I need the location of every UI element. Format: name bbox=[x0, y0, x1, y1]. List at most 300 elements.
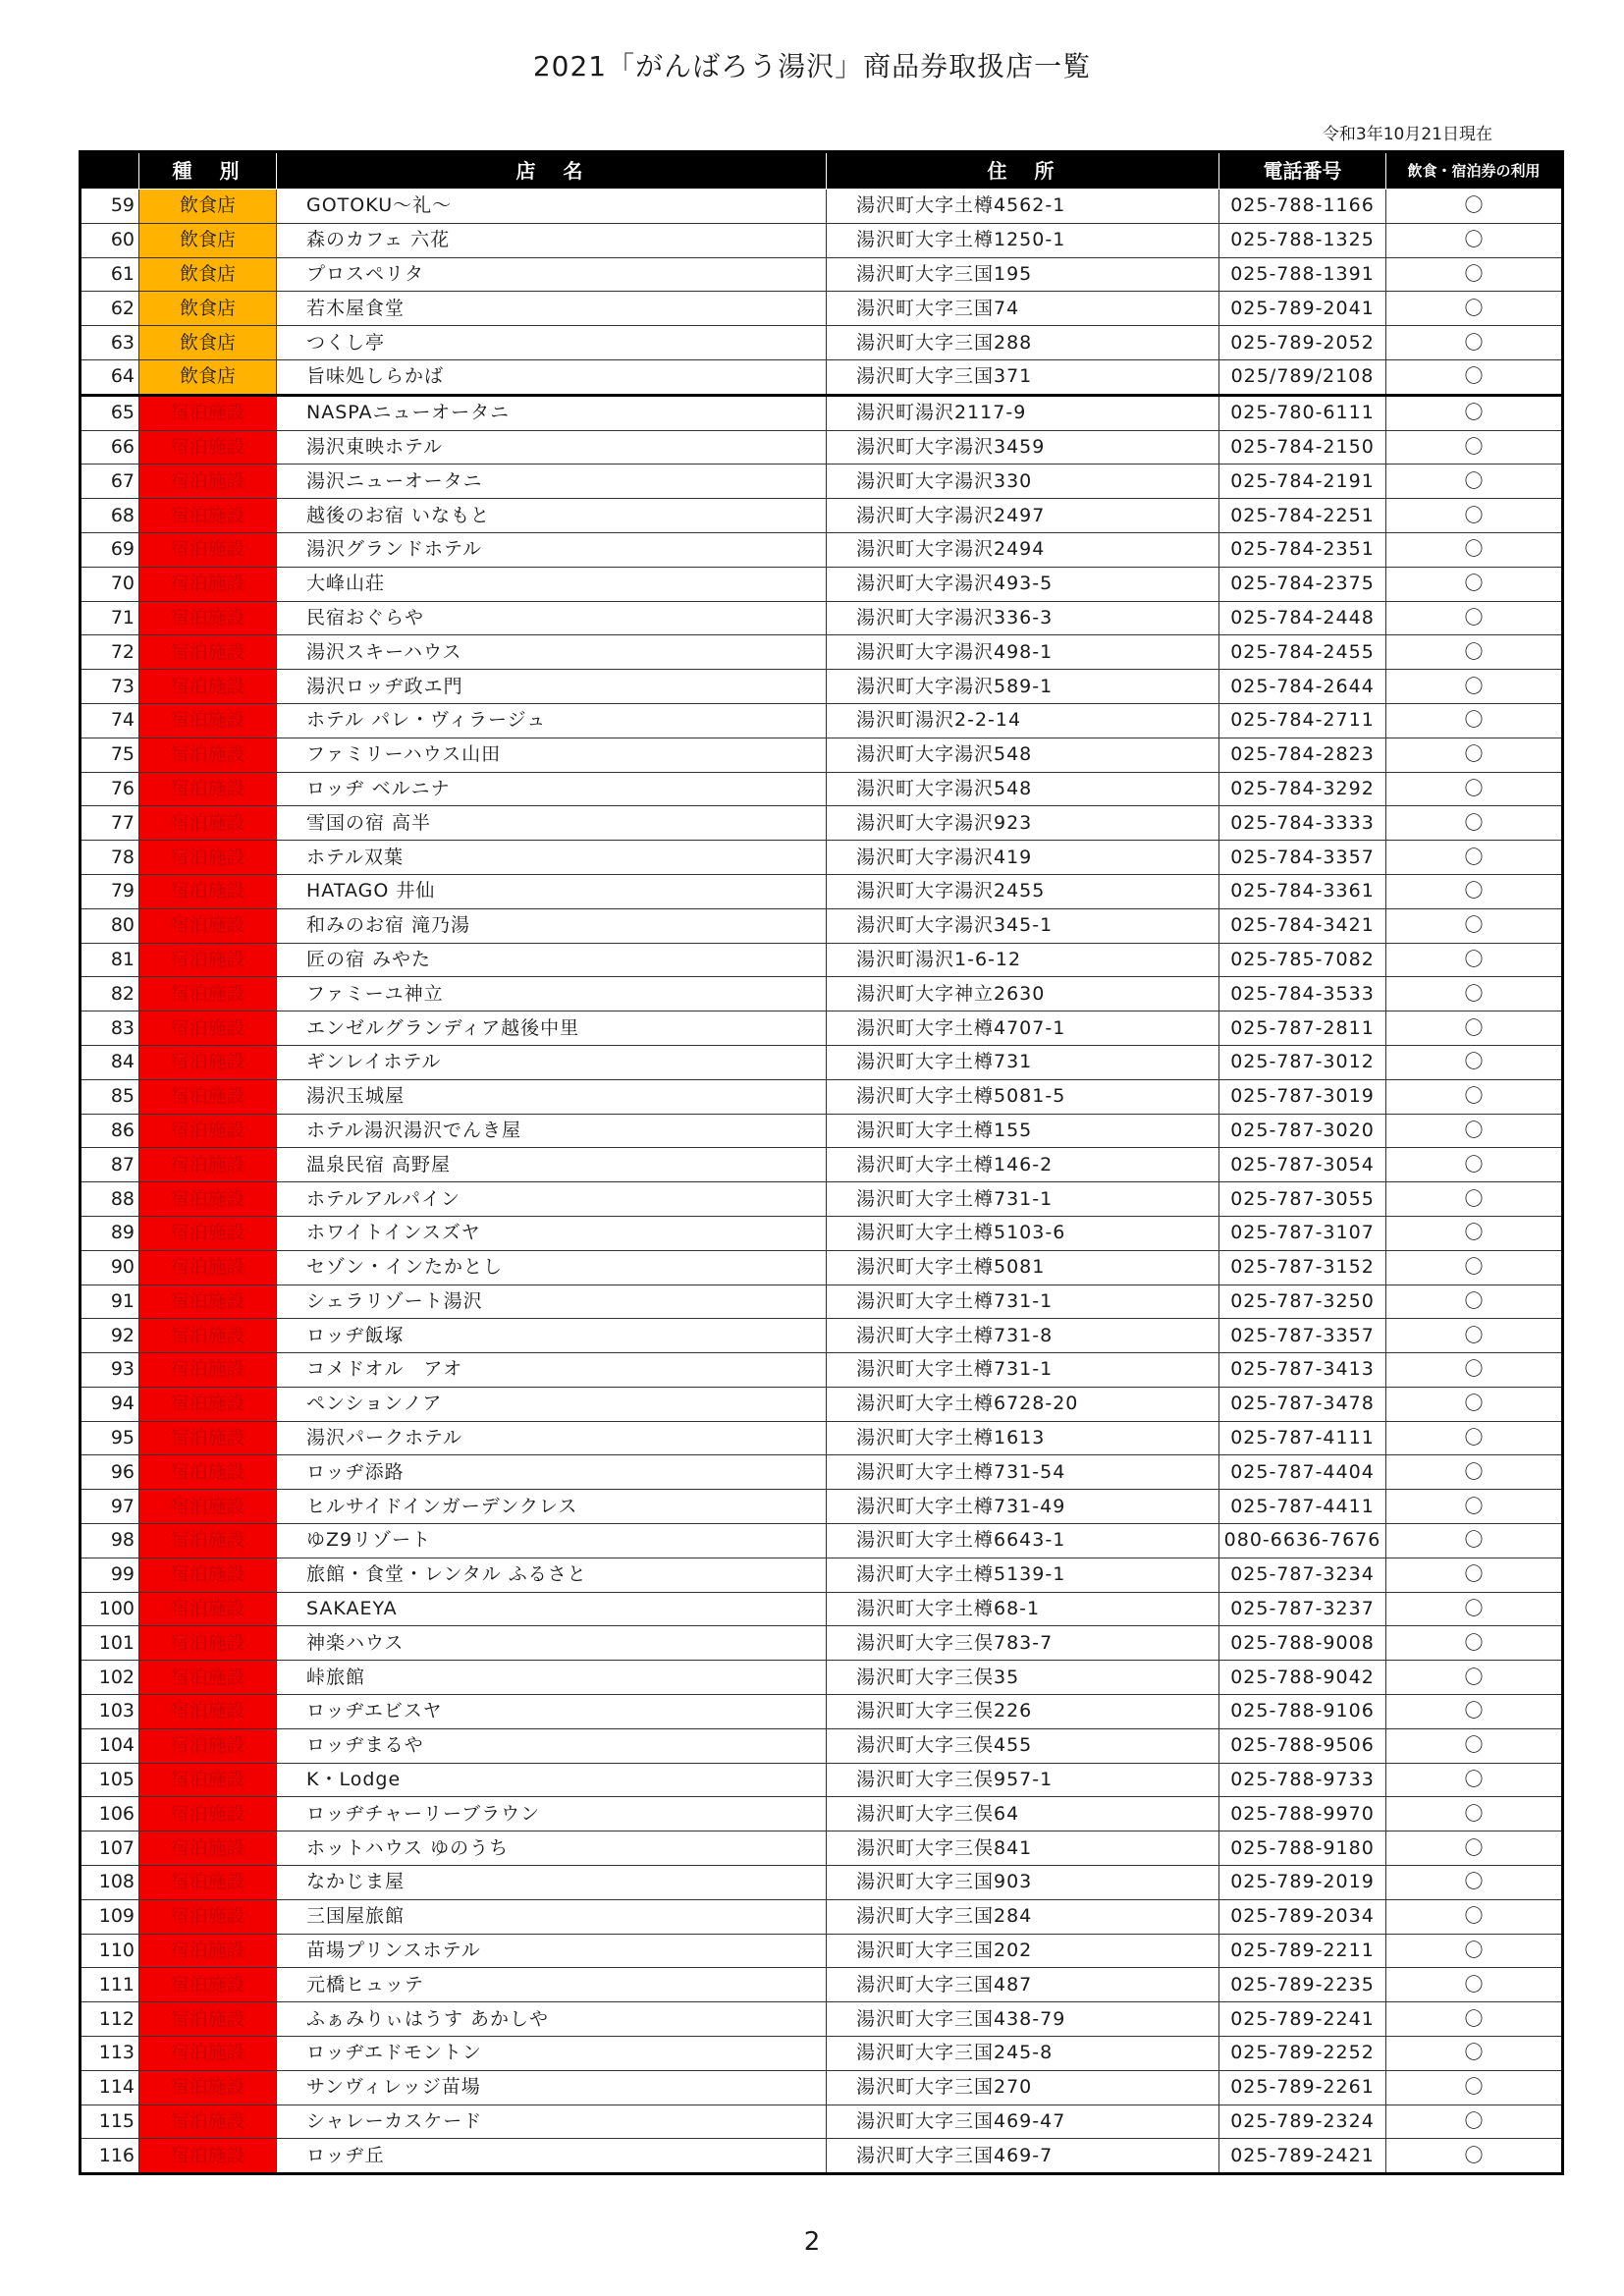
row-usage-mark: 〇 bbox=[1386, 1695, 1563, 1729]
row-number: 74 bbox=[81, 703, 139, 738]
row-store-name: シャレーカスケード bbox=[277, 2105, 827, 2139]
row-usage-mark: 〇 bbox=[1386, 465, 1563, 499]
row-phone: 025-789-2421 bbox=[1219, 2139, 1386, 2174]
row-address: 湯沢町湯沢2-2-14 bbox=[827, 703, 1219, 738]
row-phone: 025-789-2052 bbox=[1219, 326, 1386, 360]
row-category: 宿泊施設 bbox=[139, 1524, 277, 1558]
row-usage-mark: 〇 bbox=[1386, 567, 1563, 601]
row-number: 97 bbox=[81, 1490, 139, 1524]
row-phone: 025-787-3478 bbox=[1219, 1387, 1386, 1421]
row-address: 湯沢町大字湯沢2494 bbox=[827, 532, 1219, 567]
row-category: 宿泊施設 bbox=[139, 1455, 277, 1490]
row-phone: 025-787-3234 bbox=[1219, 1558, 1386, 1592]
row-usage-mark: 〇 bbox=[1386, 635, 1563, 670]
header-no bbox=[81, 152, 139, 190]
row-usage-mark: 〇 bbox=[1386, 499, 1563, 533]
row-phone: 025-784-3292 bbox=[1219, 772, 1386, 806]
table-row bbox=[81, 1728, 1563, 1763]
row-usage-mark: 〇 bbox=[1386, 1797, 1563, 1831]
row-category: 宿泊施設 bbox=[139, 430, 277, 465]
row-number: 109 bbox=[81, 1899, 139, 1934]
row-store-name: エンゼルグランディア越後中里 bbox=[277, 1011, 827, 1046]
row-address: 湯沢町大字土樽1613 bbox=[827, 1421, 1219, 1455]
table-row bbox=[81, 1114, 1563, 1148]
row-usage-mark: 〇 bbox=[1386, 874, 1563, 908]
row-store-name: SAKAEYA bbox=[277, 1592, 827, 1626]
table-row bbox=[81, 430, 1563, 465]
row-phone: 025-787-3357 bbox=[1219, 1319, 1386, 1353]
row-category: 宿泊施設 bbox=[139, 567, 277, 601]
row-category: 宿泊施設 bbox=[139, 1934, 277, 1968]
row-address: 湯沢町大字湯沢3459 bbox=[827, 430, 1219, 465]
row-usage-mark: 〇 bbox=[1386, 1763, 1563, 1797]
row-phone: 025-780-6111 bbox=[1219, 395, 1386, 430]
table-row bbox=[81, 465, 1563, 499]
table-row bbox=[81, 567, 1563, 601]
row-address: 湯沢町大字土樽731 bbox=[827, 1045, 1219, 1079]
row-store-name: ギンレイホテル bbox=[277, 1045, 827, 1079]
row-address: 湯沢町大字土樽731-49 bbox=[827, 1490, 1219, 1524]
row-usage-mark: 〇 bbox=[1386, 1148, 1563, 1182]
row-store-name: サンヴィレッジ苗場 bbox=[277, 2070, 827, 2105]
row-number: 75 bbox=[81, 738, 139, 772]
row-number: 115 bbox=[81, 2105, 139, 2139]
row-category: 宿泊施設 bbox=[139, 1148, 277, 1182]
row-number: 85 bbox=[81, 1079, 139, 1114]
table-body bbox=[81, 190, 1563, 2174]
row-phone: 025-789-2252 bbox=[1219, 2037, 1386, 2071]
row-number: 72 bbox=[81, 635, 139, 670]
row-address: 湯沢町大字土樽1250-1 bbox=[827, 223, 1219, 257]
row-address: 湯沢町大字湯沢498-1 bbox=[827, 635, 1219, 670]
table-row bbox=[81, 292, 1563, 326]
row-address: 湯沢町大字三国74 bbox=[827, 292, 1219, 326]
row-phone: 025-789-2241 bbox=[1219, 2002, 1386, 2037]
row-usage-mark: 〇 bbox=[1386, 2105, 1563, 2139]
row-store-name: 雪国の宿 高半 bbox=[277, 806, 827, 841]
row-store-name: 湯沢ニューオータニ bbox=[277, 465, 827, 499]
row-phone: 025-788-1325 bbox=[1219, 223, 1386, 257]
row-phone: 025-787-4404 bbox=[1219, 1455, 1386, 1490]
table-row bbox=[81, 1216, 1563, 1250]
row-category: 飲食店 bbox=[139, 223, 277, 257]
row-number: 107 bbox=[81, 1831, 139, 1866]
row-category: 宿泊施設 bbox=[139, 841, 277, 875]
row-usage-mark: 〇 bbox=[1386, 670, 1563, 704]
table-row bbox=[81, 1148, 1563, 1182]
row-number: 114 bbox=[81, 2070, 139, 2105]
table-row bbox=[81, 2002, 1563, 2037]
table-row bbox=[81, 1455, 1563, 1490]
row-category: 宿泊施設 bbox=[139, 1592, 277, 1626]
row-address: 湯沢町大字湯沢419 bbox=[827, 841, 1219, 875]
row-store-name: 三国屋旅館 bbox=[277, 1899, 827, 1934]
row-phone: 025-788-9042 bbox=[1219, 1661, 1386, 1695]
row-store-name: 森のカフェ 六花 bbox=[277, 223, 827, 257]
row-category: 宿泊施設 bbox=[139, 2105, 277, 2139]
row-number: 83 bbox=[81, 1011, 139, 1046]
page-number: 2 bbox=[803, 2227, 821, 2257]
row-category: 宿泊施設 bbox=[139, 908, 277, 943]
row-store-name: 湯沢パークホテル bbox=[277, 1421, 827, 1455]
row-category: 宿泊施設 bbox=[139, 1899, 277, 1934]
row-address: 湯沢町大字湯沢923 bbox=[827, 806, 1219, 841]
row-phone: 025-789-2034 bbox=[1219, 1899, 1386, 1934]
row-address: 湯沢町大字三国245-8 bbox=[827, 2037, 1219, 2071]
row-category: 宿泊施設 bbox=[139, 1558, 277, 1592]
row-usage-mark: 〇 bbox=[1386, 1079, 1563, 1114]
row-usage-mark: 〇 bbox=[1386, 1421, 1563, 1455]
row-category: 飲食店 bbox=[139, 257, 277, 292]
row-phone: 025-787-2811 bbox=[1219, 1011, 1386, 1046]
row-number: 60 bbox=[81, 223, 139, 257]
row-number: 77 bbox=[81, 806, 139, 841]
row-address: 湯沢町大字三俣64 bbox=[827, 1797, 1219, 1831]
row-number: 116 bbox=[81, 2139, 139, 2174]
row-phone: 025-788-1166 bbox=[1219, 190, 1386, 224]
row-category: 宿泊施設 bbox=[139, 1182, 277, 1217]
row-phone: 025-788-1391 bbox=[1219, 257, 1386, 292]
row-phone: 025-784-2448 bbox=[1219, 601, 1386, 635]
row-usage-mark: 〇 bbox=[1386, 1045, 1563, 1079]
row-store-name: GOTOKU～礼～ bbox=[277, 190, 827, 224]
row-number: 86 bbox=[81, 1114, 139, 1148]
row-phone: 025-787-3152 bbox=[1219, 1250, 1386, 1285]
row-phone: 025-784-2251 bbox=[1219, 499, 1386, 533]
row-category: 宿泊施設 bbox=[139, 499, 277, 533]
table-row bbox=[81, 326, 1563, 360]
row-store-name: ファミリーハウス山田 bbox=[277, 738, 827, 772]
row-category: 宿泊施設 bbox=[139, 1011, 277, 1046]
row-store-name: HATAGO 井仙 bbox=[277, 874, 827, 908]
row-category: 宿泊施設 bbox=[139, 703, 277, 738]
row-category: 宿泊施設 bbox=[139, 465, 277, 499]
row-phone: 025-789-2019 bbox=[1219, 1866, 1386, 1900]
row-usage-mark: 〇 bbox=[1386, 223, 1563, 257]
row-store-name: 旨味処しらかば bbox=[277, 359, 827, 395]
row-number: 61 bbox=[81, 257, 139, 292]
row-usage-mark: 〇 bbox=[1386, 1899, 1563, 1934]
table-row bbox=[81, 257, 1563, 292]
row-category: 宿泊施設 bbox=[139, 1763, 277, 1797]
row-number: 96 bbox=[81, 1455, 139, 1490]
table-row bbox=[81, 2070, 1563, 2105]
row-number: 103 bbox=[81, 1695, 139, 1729]
row-address: 湯沢町大字三国288 bbox=[827, 326, 1219, 360]
row-category: 宿泊施設 bbox=[139, 874, 277, 908]
row-usage-mark: 〇 bbox=[1386, 2070, 1563, 2105]
row-address: 湯沢町大字三国202 bbox=[827, 1934, 1219, 1968]
row-usage-mark: 〇 bbox=[1386, 1626, 1563, 1661]
row-store-name: 湯沢グランドホテル bbox=[277, 532, 827, 567]
row-phone: 025-789-2235 bbox=[1219, 1968, 1386, 2002]
row-phone: 025-784-3357 bbox=[1219, 841, 1386, 875]
row-phone: 025-788-9733 bbox=[1219, 1763, 1386, 1797]
row-number: 81 bbox=[81, 943, 139, 977]
row-category: 宿泊施設 bbox=[139, 2070, 277, 2105]
row-address: 湯沢町大字三俣455 bbox=[827, 1728, 1219, 1763]
row-number: 113 bbox=[81, 2037, 139, 2071]
table-row bbox=[81, 1182, 1563, 1217]
row-store-name: コメドオル アオ bbox=[277, 1353, 827, 1388]
row-phone: 025-787-3055 bbox=[1219, 1182, 1386, 1217]
row-store-name: 湯沢ロッヂ政エ門 bbox=[277, 670, 827, 704]
row-number: 80 bbox=[81, 908, 139, 943]
store-list-table bbox=[79, 150, 1564, 2175]
row-category: 宿泊施設 bbox=[139, 977, 277, 1011]
row-usage-mark: 〇 bbox=[1386, 1592, 1563, 1626]
row-store-name: ホテルアルパイン bbox=[277, 1182, 827, 1217]
row-category: 宿泊施設 bbox=[139, 1285, 277, 1319]
table-row bbox=[81, 1387, 1563, 1421]
row-store-name: 湯沢玉城屋 bbox=[277, 1079, 827, 1114]
row-store-name: ファミーユ神立 bbox=[277, 977, 827, 1011]
row-number: 63 bbox=[81, 326, 139, 360]
row-usage-mark: 〇 bbox=[1386, 1934, 1563, 1968]
row-number: 102 bbox=[81, 1661, 139, 1695]
row-number: 92 bbox=[81, 1319, 139, 1353]
row-phone: 025-787-3012 bbox=[1219, 1045, 1386, 1079]
table-row bbox=[81, 1797, 1563, 1831]
row-usage-mark: 〇 bbox=[1386, 1319, 1563, 1353]
table-row bbox=[81, 1524, 1563, 1558]
row-address: 湯沢町大字土樽731-1 bbox=[827, 1353, 1219, 1388]
row-category: 宿泊施設 bbox=[139, 1079, 277, 1114]
row-number: 67 bbox=[81, 465, 139, 499]
row-phone: 025-787-3020 bbox=[1219, 1114, 1386, 1148]
row-address: 湯沢町大字土樽5139-1 bbox=[827, 1558, 1219, 1592]
row-usage-mark: 〇 bbox=[1386, 359, 1563, 395]
row-category: 宿泊施設 bbox=[139, 532, 277, 567]
row-phone: 025-784-2375 bbox=[1219, 567, 1386, 601]
header-name: 店 名 bbox=[277, 152, 827, 190]
row-phone: 025-787-3250 bbox=[1219, 1285, 1386, 1319]
table-row bbox=[81, 1934, 1563, 1968]
header-category: 種 別 bbox=[139, 152, 277, 190]
row-number: 93 bbox=[81, 1353, 139, 1388]
row-number: 106 bbox=[81, 1797, 139, 1831]
row-phone: 025-784-2455 bbox=[1219, 635, 1386, 670]
row-address: 湯沢町湯沢2117-9 bbox=[827, 395, 1219, 430]
row-category: 宿泊施設 bbox=[139, 1797, 277, 1831]
row-address: 湯沢町大字湯沢589-1 bbox=[827, 670, 1219, 704]
row-phone: 025-784-3333 bbox=[1219, 806, 1386, 841]
row-address: 湯沢町大字土樽5081 bbox=[827, 1250, 1219, 1285]
row-usage-mark: 〇 bbox=[1386, 2139, 1563, 2174]
table-row bbox=[81, 703, 1563, 738]
table-row bbox=[81, 1353, 1563, 1388]
table-row bbox=[81, 841, 1563, 875]
row-phone: 025-788-9506 bbox=[1219, 1728, 1386, 1763]
table-row bbox=[81, 1490, 1563, 1524]
row-number: 82 bbox=[81, 977, 139, 1011]
row-store-name: K・Lodge bbox=[277, 1763, 827, 1797]
row-phone: 025-787-3237 bbox=[1219, 1592, 1386, 1626]
row-usage-mark: 〇 bbox=[1386, 1353, 1563, 1388]
row-usage-mark: 〇 bbox=[1386, 532, 1563, 567]
row-phone: 025-788-9106 bbox=[1219, 1695, 1386, 1729]
row-category: 飲食店 bbox=[139, 190, 277, 224]
table-row bbox=[81, 601, 1563, 635]
row-category: 宿泊施設 bbox=[139, 1250, 277, 1285]
row-address: 湯沢町大字土樽68-1 bbox=[827, 1592, 1219, 1626]
row-usage-mark: 〇 bbox=[1386, 1011, 1563, 1046]
row-phone: 025-789-2211 bbox=[1219, 1934, 1386, 1968]
row-store-name: 神楽ハウス bbox=[277, 1626, 827, 1661]
row-number: 112 bbox=[81, 2002, 139, 2037]
row-number: 98 bbox=[81, 1524, 139, 1558]
table-row bbox=[81, 1968, 1563, 2002]
table-row bbox=[81, 1866, 1563, 1900]
row-address: 湯沢町大字三国195 bbox=[827, 257, 1219, 292]
row-category: 宿泊施設 bbox=[139, 1695, 277, 1729]
row-address: 湯沢町大字湯沢345-1 bbox=[827, 908, 1219, 943]
row-store-name: 越後のお宿 いなもと bbox=[277, 499, 827, 533]
row-phone: 025-784-2823 bbox=[1219, 738, 1386, 772]
row-address: 湯沢町大字神立2630 bbox=[827, 977, 1219, 1011]
table-row bbox=[81, 874, 1563, 908]
row-number: 78 bbox=[81, 841, 139, 875]
row-category: 宿泊施設 bbox=[139, 2139, 277, 2174]
row-category: 宿泊施設 bbox=[139, 1831, 277, 1866]
row-usage-mark: 〇 bbox=[1386, 977, 1563, 1011]
row-phone: 025-788-9970 bbox=[1219, 1797, 1386, 1831]
row-number: 69 bbox=[81, 532, 139, 567]
row-number: 70 bbox=[81, 567, 139, 601]
row-usage-mark: 〇 bbox=[1386, 395, 1563, 430]
row-usage-mark: 〇 bbox=[1386, 738, 1563, 772]
row-number: 66 bbox=[81, 430, 139, 465]
row-usage-mark: 〇 bbox=[1386, 2037, 1563, 2071]
row-number: 108 bbox=[81, 1866, 139, 1900]
row-category: 宿泊施設 bbox=[139, 1866, 277, 1900]
row-category: 宿泊施設 bbox=[139, 601, 277, 635]
row-store-name: ロッヂエビスヤ bbox=[277, 1695, 827, 1729]
row-address: 湯沢町大字三俣226 bbox=[827, 1695, 1219, 1729]
row-usage-mark: 〇 bbox=[1386, 1216, 1563, 1250]
row-usage-mark: 〇 bbox=[1386, 1387, 1563, 1421]
row-usage-mark: 〇 bbox=[1386, 772, 1563, 806]
row-number: 99 bbox=[81, 1558, 139, 1592]
document-title: 2021「がんばろう湯沢」商品券取扱店一覧 bbox=[532, 50, 1092, 82]
table-row bbox=[81, 977, 1563, 1011]
row-address: 湯沢町大字三俣957-1 bbox=[827, 1763, 1219, 1797]
row-phone: 080-6636-7676 bbox=[1219, 1524, 1386, 1558]
row-address: 湯沢町大字土樽5081-5 bbox=[827, 1079, 1219, 1114]
row-number: 87 bbox=[81, 1148, 139, 1182]
header-phone: 電話番号 bbox=[1219, 152, 1386, 190]
row-usage-mark: 〇 bbox=[1386, 943, 1563, 977]
row-store-name: 若木屋食堂 bbox=[277, 292, 827, 326]
row-number: 62 bbox=[81, 292, 139, 326]
table-row bbox=[81, 499, 1563, 533]
row-usage-mark: 〇 bbox=[1386, 1728, 1563, 1763]
row-phone: 025-784-2644 bbox=[1219, 670, 1386, 704]
row-number: 110 bbox=[81, 1934, 139, 1968]
row-store-name: ロッヂエドモントン bbox=[277, 2037, 827, 2071]
row-store-name: 湯沢東映ホテル bbox=[277, 430, 827, 465]
row-number: 88 bbox=[81, 1182, 139, 1217]
row-number: 68 bbox=[81, 499, 139, 533]
row-store-name: セゾン・インたかとし bbox=[277, 1250, 827, 1285]
table-row bbox=[81, 670, 1563, 704]
row-address: 湯沢町大字三国469-47 bbox=[827, 2105, 1219, 2139]
row-category: 宿泊施設 bbox=[139, 1490, 277, 1524]
row-usage-mark: 〇 bbox=[1386, 1831, 1563, 1866]
row-category: 宿泊施設 bbox=[139, 1661, 277, 1695]
row-phone: 025-784-2711 bbox=[1219, 703, 1386, 738]
row-address: 湯沢町大字湯沢548 bbox=[827, 772, 1219, 806]
row-store-name: ロッヂまるや bbox=[277, 1728, 827, 1763]
row-address: 湯沢町大字土樽146-2 bbox=[827, 1148, 1219, 1182]
table-row bbox=[81, 1285, 1563, 1319]
row-address: 湯沢町大字土樽6728-20 bbox=[827, 1387, 1219, 1421]
row-address: 湯沢町大字三国903 bbox=[827, 1866, 1219, 1900]
row-number: 59 bbox=[81, 190, 139, 224]
row-usage-mark: 〇 bbox=[1386, 2002, 1563, 2037]
row-category: 宿泊施設 bbox=[139, 1387, 277, 1421]
row-phone: 025-789-2324 bbox=[1219, 2105, 1386, 2139]
row-store-name: 元橋ヒュッテ bbox=[277, 1968, 827, 2002]
row-category: 宿泊施設 bbox=[139, 772, 277, 806]
table-row bbox=[81, 806, 1563, 841]
row-address: 湯沢町大字三俣35 bbox=[827, 1661, 1219, 1695]
row-address: 湯沢町大字土樽731-1 bbox=[827, 1285, 1219, 1319]
row-category: 宿泊施設 bbox=[139, 1353, 277, 1388]
row-category: 宿泊施設 bbox=[139, 1114, 277, 1148]
row-store-name: 峠旅館 bbox=[277, 1661, 827, 1695]
row-address: 湯沢町大字三国371 bbox=[827, 359, 1219, 395]
row-category: 宿泊施設 bbox=[139, 943, 277, 977]
row-number: 71 bbox=[81, 601, 139, 635]
row-number: 100 bbox=[81, 1592, 139, 1626]
table-row bbox=[81, 359, 1563, 395]
row-store-name: 温泉民宿 高野屋 bbox=[277, 1148, 827, 1182]
table-row bbox=[81, 2037, 1563, 2071]
row-usage-mark: 〇 bbox=[1386, 257, 1563, 292]
row-store-name: ホテル双葉 bbox=[277, 841, 827, 875]
row-usage-mark: 〇 bbox=[1386, 1866, 1563, 1900]
header-usage: 飲食・宿泊券の利用 bbox=[1386, 152, 1563, 190]
row-category: 宿泊施設 bbox=[139, 1728, 277, 1763]
table-row bbox=[81, 1079, 1563, 1114]
row-usage-mark: 〇 bbox=[1386, 841, 1563, 875]
row-category: 宿泊施設 bbox=[139, 1216, 277, 1250]
row-store-name: ホットハウス ゆのうち bbox=[277, 1831, 827, 1866]
row-phone: 025-784-3421 bbox=[1219, 908, 1386, 943]
row-address: 湯沢町大字湯沢548 bbox=[827, 738, 1219, 772]
row-store-name: NASPAニューオータニ bbox=[277, 395, 827, 430]
row-store-name: ホテル パレ・ヴィラージュ bbox=[277, 703, 827, 738]
row-category: 宿泊施設 bbox=[139, 670, 277, 704]
table-row bbox=[81, 1558, 1563, 1592]
table-row bbox=[81, 1661, 1563, 1695]
row-address: 湯沢町大字土樽4562-1 bbox=[827, 190, 1219, 224]
row-address: 湯沢町大字土樽5103-6 bbox=[827, 1216, 1219, 1250]
table-row bbox=[81, 190, 1563, 224]
row-number: 79 bbox=[81, 874, 139, 908]
row-store-name: 大峰山荘 bbox=[277, 567, 827, 601]
row-category: 宿泊施設 bbox=[139, 806, 277, 841]
table-row bbox=[81, 908, 1563, 943]
row-number: 73 bbox=[81, 670, 139, 704]
row-category: 宿泊施設 bbox=[139, 395, 277, 430]
row-number: 95 bbox=[81, 1421, 139, 1455]
row-address: 湯沢町大字湯沢336-3 bbox=[827, 601, 1219, 635]
row-address: 湯沢町大字三国284 bbox=[827, 1899, 1219, 1934]
row-number: 76 bbox=[81, 772, 139, 806]
row-phone: 025-784-2351 bbox=[1219, 532, 1386, 567]
